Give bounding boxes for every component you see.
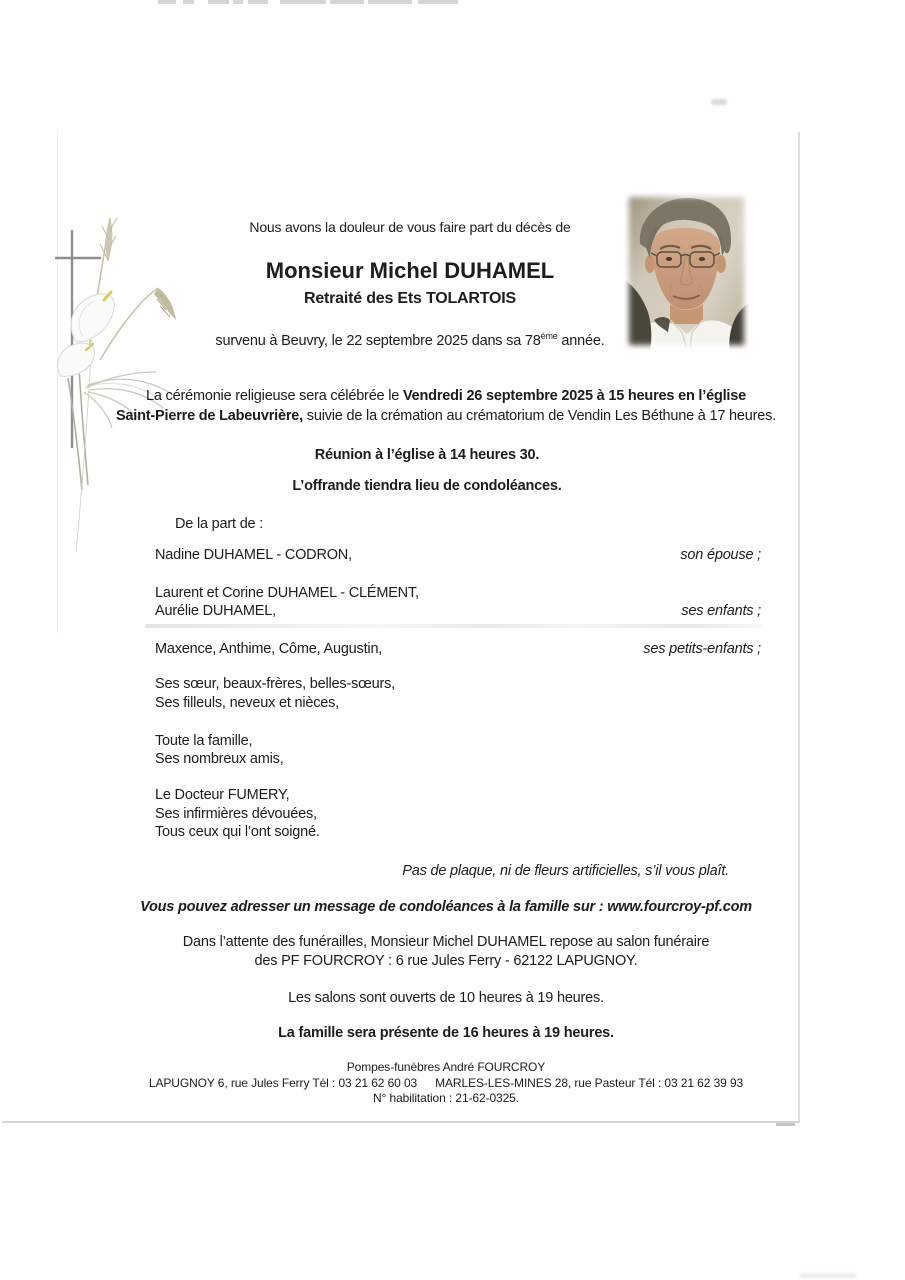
family-row (155, 641, 761, 657)
no-flowers-line: Pas de plaque, ni de fleurs artificielles, s’il vous plaît. (402, 863, 729, 879)
scan-dash (330, 0, 364, 4)
ceremony-text: La cérémonie religieuse sera célébrée le (145, 388, 403, 404)
scan-dash (248, 0, 268, 4)
ceremony-date-bold: Vendredi 26 septembre 2025 à 15 heures en l’église (402, 388, 746, 404)
repose-line-1: Dans l’attente des funérailles, Monsieur Michel DUHAMEL repose au salon funéraire (182, 934, 710, 950)
card-edge-corner (776, 1123, 795, 1126)
family-row (155, 603, 761, 619)
family-row (155, 695, 761, 711)
ceremony-church-bold: Saint-Pierre de Labeuvrière, (115, 408, 303, 424)
family-row (155, 787, 761, 803)
deceased-name: Monsieur Michel DUHAMEL (265, 258, 555, 283)
family-presence-line: La famille sera présente de 16 heures à 19 heures. (278, 1025, 614, 1041)
scan-smudge-line (145, 624, 763, 628)
death-date-line (55, 331, 765, 349)
family-member: Nadine DUHAMEL - CODRON, (155, 547, 352, 563)
family-row (155, 824, 761, 840)
family-heading: De la part de : (175, 516, 264, 532)
family-member: Maxence, Anthime, Côme, Augustin, (155, 641, 383, 657)
offering-line: L’offrande tiendra lieu de condoléances. (292, 478, 562, 494)
cross-and-lilies-illustration (48, 200, 188, 570)
death-date-suffix: année. (557, 332, 605, 349)
repose-line-2: des PF FOURCROY : 6 rue Jules Ferry - 62122 LAPUGNOY. (254, 953, 638, 969)
family-member: Ses sœur, beaux-frères, belles-sœurs, (155, 676, 395, 692)
ceremony-text-2: suivie de la crémation au crématorium de Vendin Les Béthune à 17 heures. (302, 408, 777, 424)
death-date-superscript: éme (540, 331, 558, 341)
card-edge-bottom (2, 1121, 799, 1123)
scan-dash (183, 0, 194, 4)
ceremony-line-1 (86, 386, 806, 406)
family-member: Laurent et Corine DUHAMEL - CLÉMENT, (155, 585, 419, 601)
scan-dash (233, 0, 243, 4)
family-row (155, 547, 761, 563)
salon-hours-line: Les salons sont ouverts de 10 heures à 19 heures. (288, 990, 604, 1006)
scan-dash (158, 0, 176, 4)
family-member: Aurélie DUHAMEL, (155, 603, 276, 619)
condolences-website-line: Vous pouvez adresser un message de condoléances à la famille sur : www.fourcroy-pf.com (140, 899, 752, 915)
address-marles: MARLES-LES-MINES 28, rue Pasteur Tél : 03 21 62 39 93 (435, 1076, 744, 1090)
family-row (155, 733, 761, 749)
ceremony-line-2 (86, 406, 806, 426)
family-member: Ses nombreux amis, (155, 751, 284, 767)
intro-line: Nous avons la douleur de vous faire part du décès de (249, 219, 571, 235)
funeral-home-addresses (66, 1076, 826, 1091)
family-row (155, 585, 761, 601)
scan-dash (280, 0, 326, 4)
card-edge-right (798, 132, 800, 1123)
relation-label: son épouse ; (680, 547, 761, 563)
family-member: Ses infirmières dévouées, (155, 806, 317, 822)
family-member: Toute la famille, (155, 733, 253, 749)
ceremony-paragraph (86, 386, 806, 426)
family-row (155, 676, 761, 692)
family-member: Tous ceux qui l’ont soigné. (155, 824, 320, 840)
scan-speck (711, 99, 727, 105)
relation-label: ses petits-enfants ; (643, 641, 761, 657)
family-member: Ses filleuls, neveux et nièces, (155, 695, 340, 711)
scan-dash (208, 0, 229, 4)
address-lapugnoy: LAPUGNOY 6, rue Jules Ferry Tél : 03 21 62 60 03 (148, 1076, 418, 1090)
family-row (155, 751, 761, 767)
death-date-text: survenu à Beuvry, le 22 septembre 2025 dans sa 78 (215, 332, 541, 349)
scan-dash (418, 0, 458, 4)
scan-smudge-bottom (800, 1273, 856, 1278)
relation-label: ses enfants ; (681, 603, 761, 619)
funeral-home-name: Pompes-funèbres André FOURCROY (346, 1060, 546, 1074)
family-row (155, 806, 761, 822)
scan-dash (368, 0, 412, 4)
habilitation-number: N° habilitation : 21-62-0325. (373, 1091, 519, 1105)
meeting-line: Réunion à l’église à 14 heures 30. (314, 447, 540, 463)
deceased-title: Retraité des Ets TOLARTOIS (303, 290, 517, 307)
family-member: Le Docteur FUMERY, (155, 787, 290, 803)
